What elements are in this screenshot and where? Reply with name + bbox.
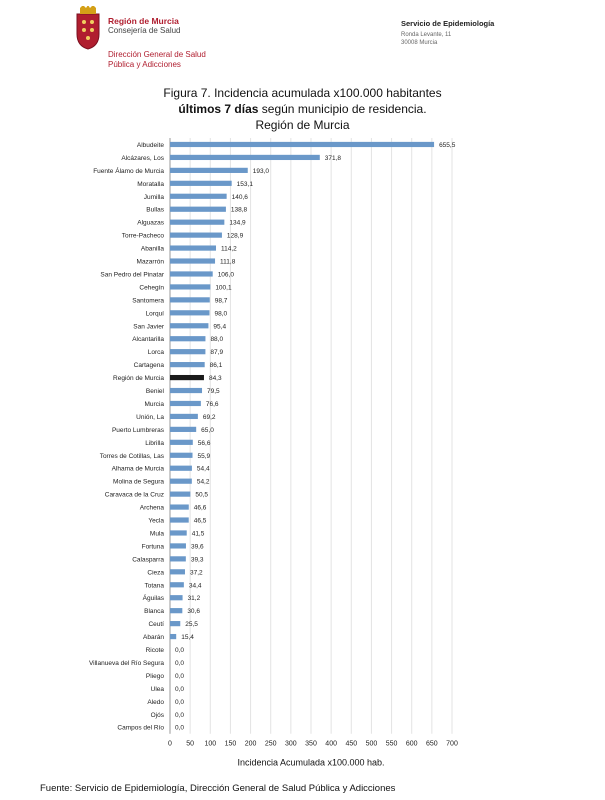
title-line2 xyxy=(0,101,605,117)
data-label: 39,3 xyxy=(190,556,204,564)
bar xyxy=(170,427,196,432)
bar xyxy=(170,284,210,289)
data-label: 31,2 xyxy=(187,595,201,603)
title-line3: Región de Murcia xyxy=(255,118,350,132)
bar xyxy=(170,569,185,574)
category-label: Calasparra xyxy=(132,556,164,564)
category-label: San Pedro del Pinatar xyxy=(100,271,164,279)
category-label: Cieza xyxy=(147,569,164,577)
data-label: 128,9 xyxy=(226,232,244,240)
data-label: 65,0 xyxy=(201,426,214,434)
category-label: Ricote xyxy=(145,647,164,655)
category-label: Torres de Cotillas, Las xyxy=(99,452,164,460)
data-label: 106,0 xyxy=(217,271,234,279)
data-label: 50,5 xyxy=(195,491,209,499)
bar xyxy=(170,336,205,341)
category-label: Mazarrón xyxy=(136,258,164,266)
data-label: 0,0 xyxy=(175,685,185,693)
x-tick-label: 0 xyxy=(168,740,172,748)
category-label: Jumilla xyxy=(143,193,164,201)
bar xyxy=(170,634,176,639)
bar xyxy=(170,194,227,199)
bar xyxy=(170,155,320,160)
x-tick-label: 450 xyxy=(345,740,358,748)
dg-line2: Pública y Adicciones xyxy=(108,60,181,69)
bar xyxy=(170,466,192,471)
bar xyxy=(170,323,208,328)
x-tick-label: 350 xyxy=(305,740,317,748)
x-tick-label: 700 xyxy=(446,740,458,748)
bar xyxy=(170,245,216,250)
category-label: Puerto Lumbreras xyxy=(111,426,164,434)
bar xyxy=(170,258,215,263)
bar xyxy=(170,517,189,522)
category-label: Beniel xyxy=(145,388,164,396)
bar xyxy=(170,401,201,406)
bar xyxy=(170,233,222,238)
bar xyxy=(170,142,434,147)
header-logo-block xyxy=(74,6,254,69)
category-label: Murcia xyxy=(144,400,164,408)
category-label: Ulea xyxy=(150,685,164,693)
bar xyxy=(170,181,232,186)
title-rest: según municipio de residencia. xyxy=(258,102,427,116)
category-label: Abarán xyxy=(143,634,164,642)
data-label: 55,9 xyxy=(197,452,211,460)
data-label: 54,4 xyxy=(196,465,210,473)
address-line2: 30008 Murcia xyxy=(401,40,438,46)
data-label: 193,0 xyxy=(252,167,270,175)
data-label: 98,7 xyxy=(214,297,228,305)
bar xyxy=(170,297,210,302)
data-label: 0,0 xyxy=(175,698,185,706)
category-label: Cartagena xyxy=(133,362,164,370)
x-tick-label: 550 xyxy=(385,740,398,748)
bar xyxy=(170,310,209,315)
category-label: San Javier xyxy=(133,323,164,331)
category-label: Librilla xyxy=(145,439,164,447)
category-label: Torre-Pacheco xyxy=(121,232,164,240)
data-label: 46,6 xyxy=(193,504,207,512)
x-tick-label: 200 xyxy=(244,740,257,748)
category-label: Archena xyxy=(139,504,164,512)
category-label: Unión, La xyxy=(136,413,164,421)
data-label: 111,8 xyxy=(220,258,236,266)
category-label: Aledo xyxy=(147,698,164,706)
bar xyxy=(170,207,226,212)
data-label: 0,0 xyxy=(175,659,185,667)
title-bold: últimos 7 días xyxy=(178,102,259,116)
org-dept: Consejería de Salud xyxy=(108,26,181,35)
data-label: 86,1 xyxy=(209,362,223,370)
bar xyxy=(170,543,186,548)
data-label: 0,0 xyxy=(175,647,185,655)
org-text xyxy=(108,16,206,70)
data-label: 0,0 xyxy=(175,711,185,719)
x-tick-label: 650 xyxy=(426,740,438,748)
category-label: Fortuna xyxy=(141,543,164,551)
category-label: Molina de Segura xyxy=(113,478,164,486)
data-label: 87,9 xyxy=(210,349,224,357)
data-label: 98,0 xyxy=(214,310,228,318)
x-tick-label: 150 xyxy=(224,740,237,748)
data-label: 138,8 xyxy=(230,206,248,214)
category-label: Fuente Álamo de Murcia xyxy=(93,167,164,175)
category-label: Lorquí xyxy=(145,310,164,318)
region-crest-icon xyxy=(74,6,102,50)
data-label: 655,5 xyxy=(439,141,456,149)
category-label: Alcantarilla xyxy=(132,336,164,344)
category-label: Mula xyxy=(149,530,164,538)
category-label: Alguazas xyxy=(137,219,164,227)
bar xyxy=(170,440,193,445)
bar xyxy=(170,608,182,613)
bar xyxy=(170,388,202,393)
bar xyxy=(170,220,224,225)
data-label: 15,4 xyxy=(181,634,194,642)
category-label: Alcázares, Los xyxy=(121,154,164,162)
bar xyxy=(170,453,193,458)
category-label: Ceutí xyxy=(148,621,164,629)
bar xyxy=(170,595,183,600)
data-label: 79,5 xyxy=(207,388,220,396)
data-label: 88,0 xyxy=(210,336,224,344)
data-label: 39,6 xyxy=(190,543,204,551)
data-label: 76,6 xyxy=(205,400,219,408)
x-tick-label: 400 xyxy=(325,740,337,748)
bar xyxy=(170,168,248,173)
data-label: 371,8 xyxy=(324,154,342,162)
category-label: Yecla xyxy=(148,517,164,525)
category-label: Albudeite xyxy=(136,141,164,149)
title-line1: Figura 7. Incidencia acumulada x100.000 habitantes xyxy=(163,86,442,100)
data-label: 54,2 xyxy=(196,478,210,486)
bar xyxy=(170,582,184,587)
category-label: Abanilla xyxy=(140,245,164,253)
category-label: Alhama de Murcia xyxy=(111,465,164,473)
bar xyxy=(170,556,186,561)
data-label: 34,4 xyxy=(188,582,202,590)
x-tick-label: 50 xyxy=(186,740,195,748)
incidence-bar-chart xyxy=(0,130,605,780)
bar xyxy=(170,271,213,276)
bar xyxy=(170,349,205,354)
category-label: Región de Murcia xyxy=(113,375,164,383)
category-label: Lorca xyxy=(147,349,164,357)
x-tick-label: 500 xyxy=(365,740,378,748)
data-label: 140,6 xyxy=(231,193,248,201)
figure-title xyxy=(0,85,605,133)
bar xyxy=(170,530,187,535)
bar xyxy=(170,479,192,484)
data-label: 46,5 xyxy=(193,517,207,525)
dg-line1: Dirección General de Salud xyxy=(108,50,206,59)
category-label: Santomera xyxy=(132,297,164,305)
x-axis-title: Incidencia Acumulada x100.000 hab. xyxy=(237,757,385,768)
data-label: 25,5 xyxy=(185,621,198,629)
x-tick-label: 600 xyxy=(405,740,418,748)
data-label: 69,2 xyxy=(202,413,216,421)
category-label: Águilas xyxy=(142,595,164,603)
category-label: Cehegín xyxy=(139,284,164,292)
bar xyxy=(170,504,189,509)
x-tick-label: 100 xyxy=(204,740,217,748)
data-label: 0,0 xyxy=(175,724,185,732)
category-label: Villanueva del Río Segura xyxy=(88,659,164,667)
data-label: 30,6 xyxy=(187,608,200,616)
category-label: Moratalla xyxy=(137,180,164,188)
category-label: Ojós xyxy=(150,711,164,719)
bar xyxy=(170,414,198,419)
data-label: 56,6 xyxy=(197,439,211,447)
data-label: 95,4 xyxy=(213,323,227,331)
category-label: Caravaca de la Cruz xyxy=(104,491,164,499)
source-note: Fuente: Servicio de Epidemiología, Dirección General de Salud Pública y Adicciones xyxy=(40,783,396,794)
bar xyxy=(170,375,204,380)
data-label: 134,9 xyxy=(229,219,246,227)
data-label: 0,0 xyxy=(175,672,185,680)
data-label: 153,1 xyxy=(236,180,253,188)
bar xyxy=(170,492,190,497)
category-label: Bullas xyxy=(146,206,164,214)
bar xyxy=(170,362,205,367)
category-label: Totana xyxy=(144,582,164,590)
service-name: Servicio de Epidemiología xyxy=(401,19,495,28)
data-label: 37,2 xyxy=(189,569,203,577)
data-label: 114,2 xyxy=(221,245,237,253)
data-label: 84,3 xyxy=(208,375,222,383)
category-label: Pliego xyxy=(145,672,164,680)
bar xyxy=(170,621,180,626)
service-block xyxy=(401,20,531,47)
x-tick-label: 300 xyxy=(285,740,297,748)
x-tick-label: 250 xyxy=(264,740,277,748)
category-label: Campos del Río xyxy=(117,724,164,732)
data-label: 41,5 xyxy=(191,530,205,538)
data-label: 100,1 xyxy=(215,284,232,292)
address-line1: Ronda Levante, 11 xyxy=(401,32,452,38)
category-label: Blanca xyxy=(144,608,164,616)
org-name: Región de Murcia xyxy=(108,16,179,26)
